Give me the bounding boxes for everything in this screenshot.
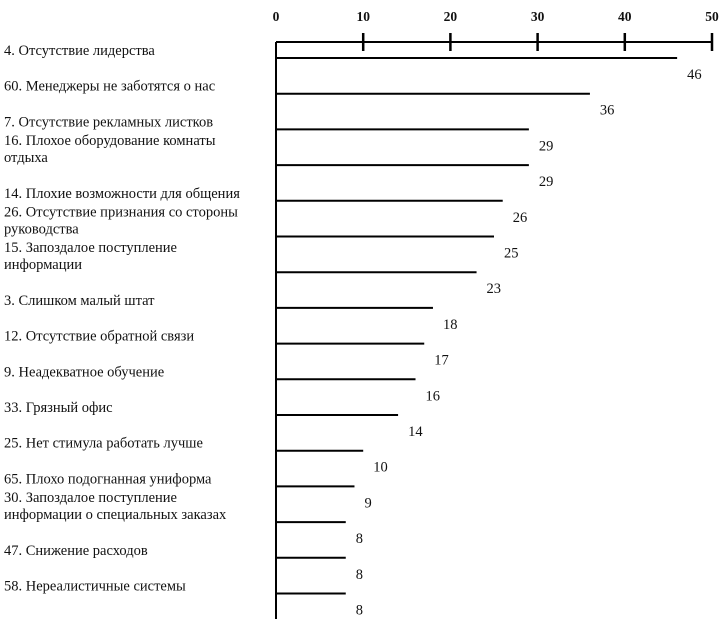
- bar-row: [4, 133, 553, 190]
- value-label: 14: [408, 424, 423, 440]
- value-label: 17: [434, 352, 449, 369]
- bar-row: [4, 79, 614, 119]
- category-label: 58. Нереалистичные системы: [4, 578, 186, 595]
- category-label: информации: [4, 257, 82, 274]
- bar-row: [4, 436, 388, 476]
- category-label: руководства: [4, 221, 79, 238]
- bar-row: [4, 364, 440, 404]
- category-label: 15. Запоздалое поступление: [4, 240, 177, 257]
- category-label: 60. Менеджеры не заботятся о нас: [4, 78, 216, 95]
- category-label: 3. Слишком малый штат: [4, 292, 155, 309]
- value-label: 8: [355, 566, 364, 583]
- value-label: 25: [504, 245, 519, 262]
- x-tick-label: 20: [443, 9, 458, 24]
- x-tick-label: 40: [618, 9, 632, 24]
- category-label: отдыха: [4, 150, 48, 167]
- category-label: 7. Отсутствие рекламных листков: [4, 114, 214, 131]
- value-label: 16: [425, 388, 441, 405]
- category-label: 4. Отсутствие лидерства: [4, 43, 155, 59]
- value-label: 10: [373, 459, 388, 476]
- bar-row: [4, 43, 702, 83]
- value-label: 29: [538, 174, 554, 191]
- bar-rows: [4, 43, 702, 619]
- category-label: 25. Нет стимула работать лучше: [4, 435, 203, 452]
- category-label: 9. Неадекватное обучение: [4, 364, 165, 381]
- bar-row: [4, 490, 363, 547]
- category-label: 12. Отсутствие обратной связи: [4, 328, 195, 345]
- x-tick-label: 50: [705, 9, 719, 24]
- value-label: 46: [687, 67, 702, 83]
- category-label: 47. Снижение расходов: [4, 542, 148, 559]
- category-label: 65. Плохо подогнанная униформа: [4, 471, 212, 488]
- bar-row: [4, 329, 449, 369]
- value-label: 29: [538, 138, 554, 155]
- value-label: 26: [512, 209, 528, 226]
- category-label: 30. Запоздалое поступление: [4, 490, 177, 507]
- category-label: 16. Плохое оборудование комнаты: [4, 133, 216, 150]
- value-label: 9: [364, 495, 372, 512]
- category-label: 26. Отсутствие признания со стороны: [4, 204, 238, 221]
- value-label: 36: [599, 102, 615, 119]
- bar-row: [4, 543, 363, 583]
- value-label: 8: [355, 602, 364, 619]
- category-label: 14. Плохие возможности для общения: [4, 185, 240, 202]
- x-tick-label: 10: [356, 9, 370, 24]
- x-axis-ticks: [273, 9, 719, 51]
- value-label: 23: [486, 281, 502, 298]
- x-tick-label: 0: [272, 9, 280, 24]
- category-label: информации о специальных заказах: [4, 507, 227, 524]
- x-tick-label: 30: [530, 9, 545, 24]
- bar-row: [4, 293, 457, 333]
- bar-row: [4, 240, 501, 297]
- bar-row: [4, 400, 423, 440]
- bar-row: [4, 579, 363, 619]
- value-label: 8: [355, 531, 364, 548]
- value-label: 18: [442, 316, 458, 333]
- category-label: 33. Грязный офис: [4, 400, 113, 416]
